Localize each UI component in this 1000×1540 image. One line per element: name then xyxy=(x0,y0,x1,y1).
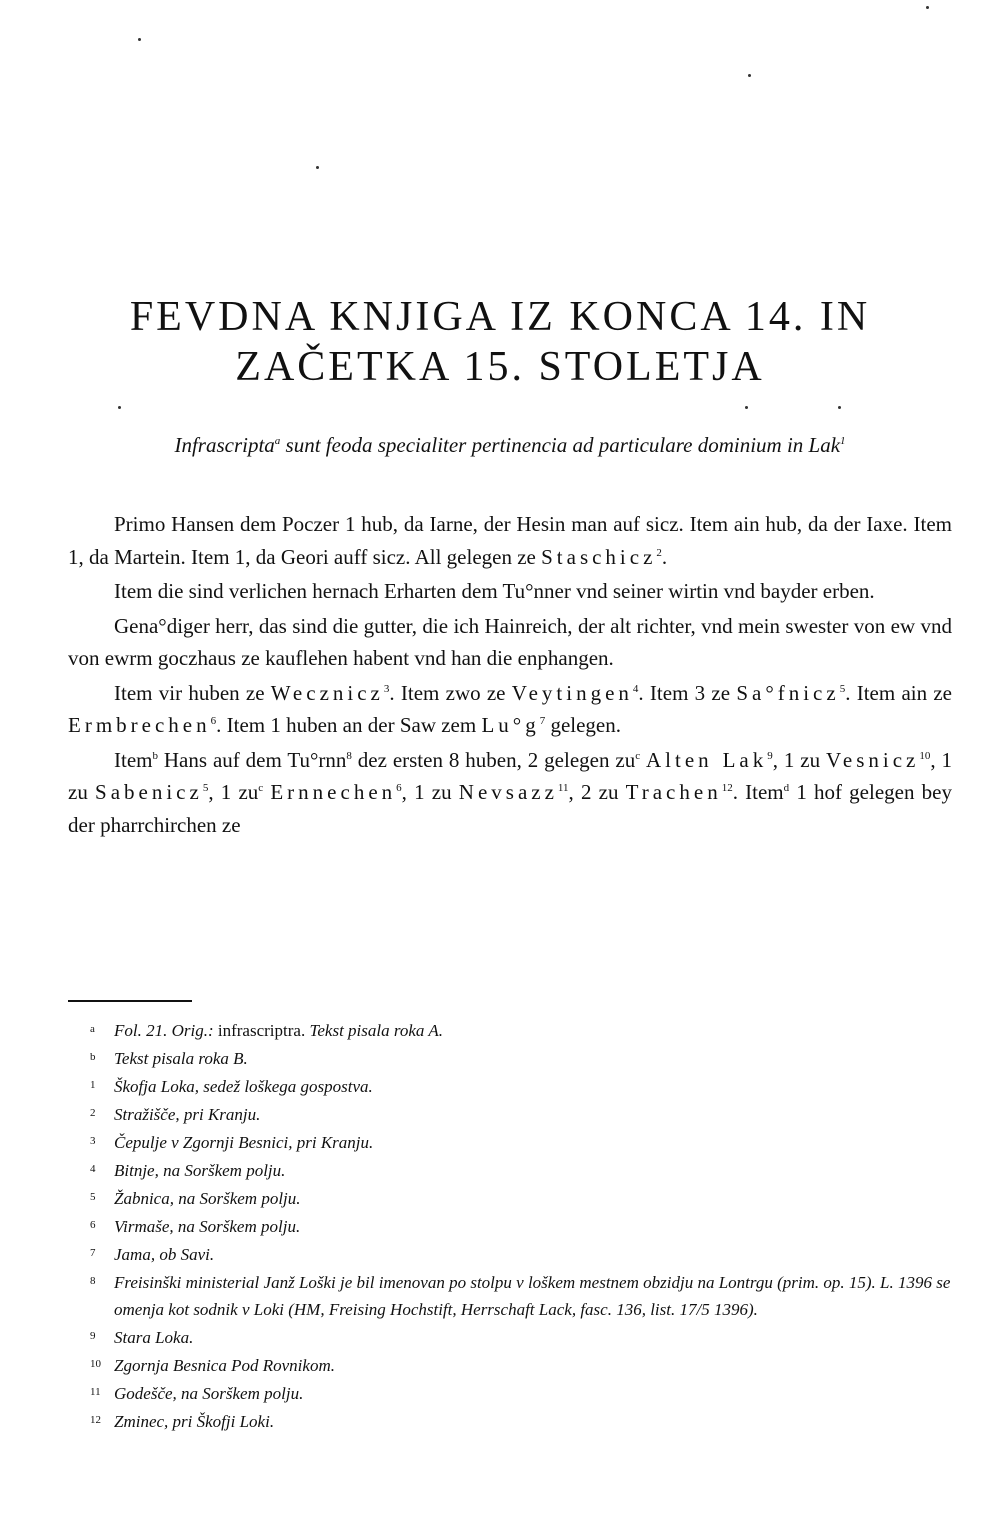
footnote-mark: 10 xyxy=(90,1358,101,1370)
text-run: , 1 zu xyxy=(401,780,459,804)
paragraph-2: Item die sind verlichen hernach Erharten dem Tu°nner vnd seiner wirtin vnd bayder erben. xyxy=(114,579,875,603)
footnote-text: Tekst pisala roka A. xyxy=(305,1021,443,1040)
footnote xyxy=(68,1184,952,1212)
scan-speck xyxy=(748,74,751,77)
footnote-ref: 6 xyxy=(396,782,402,794)
footnote-text: Žabnica, na Sorškem polju. xyxy=(114,1189,301,1208)
footnote xyxy=(68,1323,952,1351)
text-run: . Item zwo ze xyxy=(389,680,512,705)
footnote-ref: 3 xyxy=(383,682,390,695)
footnote-ref: 8 xyxy=(346,749,352,762)
text-run: Item vir huben ze xyxy=(114,680,271,705)
footnote-mark: 9 xyxy=(90,1330,96,1342)
footnote-mark: a xyxy=(90,1023,95,1035)
footnote-ref: 2 xyxy=(656,546,662,559)
footnote-mark: 1 xyxy=(90,1079,96,1091)
text-run: dez ersten 8 huben, 2 gelegen zu xyxy=(351,747,636,772)
text-run: , 2 zu xyxy=(568,780,626,804)
footnote-text: Jama, ob Savi. xyxy=(114,1245,215,1264)
text-run: . Item 3 ze xyxy=(638,680,737,705)
footnote-text: Zminec, pri Škofji Loki. xyxy=(114,1412,275,1431)
footnote-text: Godešče, na Sorškem polju. xyxy=(114,1384,304,1403)
footnote-ref: c xyxy=(258,782,264,794)
paragraph-4 xyxy=(68,677,952,742)
title-line-1: FEVDNA KNJIGA IZ KONCA 14. IN xyxy=(129,294,871,340)
place-name: Lu°g xyxy=(481,713,540,737)
title-line-2: ZAČETKA 15. STOLETJA xyxy=(235,344,765,390)
text-run: . Item 1 huben an der Saw zem xyxy=(216,713,482,737)
place-name: Sabenicz xyxy=(95,780,203,804)
footnote-ref: 5 xyxy=(202,782,209,794)
scan-speck xyxy=(926,6,929,9)
place-name: Wecznicz xyxy=(270,680,384,705)
footnote-ref: 5 xyxy=(839,682,846,695)
footnote-ref: 1 xyxy=(840,435,846,447)
footnote xyxy=(68,1128,952,1156)
footnote-ref: 4 xyxy=(632,682,639,695)
footnote xyxy=(68,1072,952,1100)
text-run: . Item xyxy=(732,780,784,804)
scan-speck xyxy=(838,406,841,409)
footnote xyxy=(68,1407,952,1435)
footnote-ref: 11 xyxy=(557,782,569,794)
footnote-mark: 5 xyxy=(90,1191,96,1203)
footnote-mark: 12 xyxy=(90,1414,101,1426)
footnote-ref: b xyxy=(152,749,158,762)
footnote xyxy=(68,1156,952,1184)
place-name: Sa°fnicz xyxy=(736,680,840,705)
text-run: , 1 zu xyxy=(208,780,259,804)
footnote-mark: 4 xyxy=(90,1163,96,1175)
footnote-divider xyxy=(68,1000,192,1002)
footnote-text: Stara Loka. xyxy=(114,1328,194,1347)
footnotes xyxy=(68,1016,952,1435)
footnote-ref: c xyxy=(635,749,641,762)
footnote-text: Škofja Loka, sedež loškega gospostva. xyxy=(114,1077,373,1096)
footnote-mark: 6 xyxy=(90,1219,96,1231)
page-title xyxy=(0,292,1000,392)
place-name: Ermbrechen xyxy=(68,713,211,737)
footnote-text: Tekst pisala roka B. xyxy=(114,1049,248,1068)
footnote xyxy=(68,1268,952,1323)
place-name: Trachen xyxy=(625,780,722,804)
text-run: . Item ain ze xyxy=(845,680,952,705)
footnote xyxy=(68,1351,952,1379)
footnote-text: infrascriptra. xyxy=(217,1021,306,1040)
paragraph-1 xyxy=(68,508,952,573)
footnote-text: Virmaše, na Sorškem polju. xyxy=(114,1217,301,1236)
scan-speck xyxy=(138,38,141,41)
footnote-text: Zgornja Besnica Pod Rovnikom. xyxy=(114,1356,335,1375)
text-run: Hans auf dem Tu°rnn xyxy=(157,747,347,772)
footnote-text: Stražišče, pri Kranju. xyxy=(114,1105,261,1124)
footnote xyxy=(68,1240,952,1268)
footnote-mark: 11 xyxy=(90,1386,101,1398)
text-run: gelegen. xyxy=(545,713,621,737)
place-name: Staschicz xyxy=(541,544,657,569)
footnote-mark: 8 xyxy=(90,1275,96,1287)
footnote-text: Freisinški ministerial Janž Loški je bil imenovan po stolpu v loškem mestnem obzidju na Lontrgu (prim. op. 15). L. 1396 se omenja kot sodnik v Loki (HM, Freising Hochstift, Herrschaft Lack, fasc. 136, list. 17/5 1396). xyxy=(114,1273,951,1319)
place-name: Vesnicz xyxy=(826,747,920,772)
footnote-ref: 6 xyxy=(210,715,217,727)
text-run: , 1 zu xyxy=(68,747,953,804)
paragraph-5 xyxy=(68,744,952,842)
scan-speck xyxy=(316,166,319,169)
footnote-mark: 2 xyxy=(90,1107,96,1119)
footnote-ref: 12 xyxy=(721,782,733,794)
scan-speck xyxy=(118,406,121,409)
footnote-ref: d xyxy=(783,782,790,794)
subtitle-text: Infrascripta xyxy=(174,433,275,457)
footnote-text: Bitnje, na Sorškem polju. xyxy=(114,1161,286,1180)
footnote-mark: 7 xyxy=(90,1247,96,1259)
footnote-ref: 9 xyxy=(767,749,773,762)
footnote xyxy=(68,1044,952,1072)
footnote-ref: a xyxy=(274,435,281,447)
footnote-ref: 10 xyxy=(919,749,931,762)
place-name: Veytingen xyxy=(511,680,633,705)
text-run: . xyxy=(661,544,668,569)
text-run: , 1 zu xyxy=(772,747,827,772)
subtitle-text: sunt feoda specialiter pertinencia ad particulare dominium in Lak xyxy=(280,433,841,457)
main-text xyxy=(68,508,952,843)
footnote-text: Fol. 21. Orig.: xyxy=(114,1021,218,1040)
footnote xyxy=(68,1100,952,1128)
text-run: 1 hof gelegen bey der pharrchirchen ze xyxy=(68,780,952,837)
footnote xyxy=(68,1016,952,1044)
footnote xyxy=(68,1212,952,1240)
footnote xyxy=(68,1379,952,1407)
footnote-mark: 3 xyxy=(90,1135,96,1147)
paragraph-3: Gena°diger herr, das sind die gutter, die ich Hainreich, der alt richter, vnd mein swester von ew vnd von ewrm goczhaus ze kauflehen habent vnd han die enphangen. xyxy=(68,613,952,670)
place-name: Nevsazz xyxy=(458,780,558,804)
place-name: Ernnechen xyxy=(270,780,397,804)
subtitle xyxy=(90,428,930,462)
place-name: Alten Lak xyxy=(646,747,768,772)
scan-speck xyxy=(745,406,748,409)
text-run: Item xyxy=(114,747,153,772)
footnote-ref: 7 xyxy=(539,715,546,727)
footnote-mark: b xyxy=(90,1051,96,1063)
text-run: Primo Hansen dem Poczer 1 hub, da Iarne, der Hesin man auf sicz. Item ain hub, da der Iaxe. Item 1, da Martein. Item 1, da Geori auff sicz. All gelegen ze xyxy=(68,512,952,569)
footnote-text: Čepulje v Zgornji Besnici, pri Kranju. xyxy=(114,1133,374,1152)
